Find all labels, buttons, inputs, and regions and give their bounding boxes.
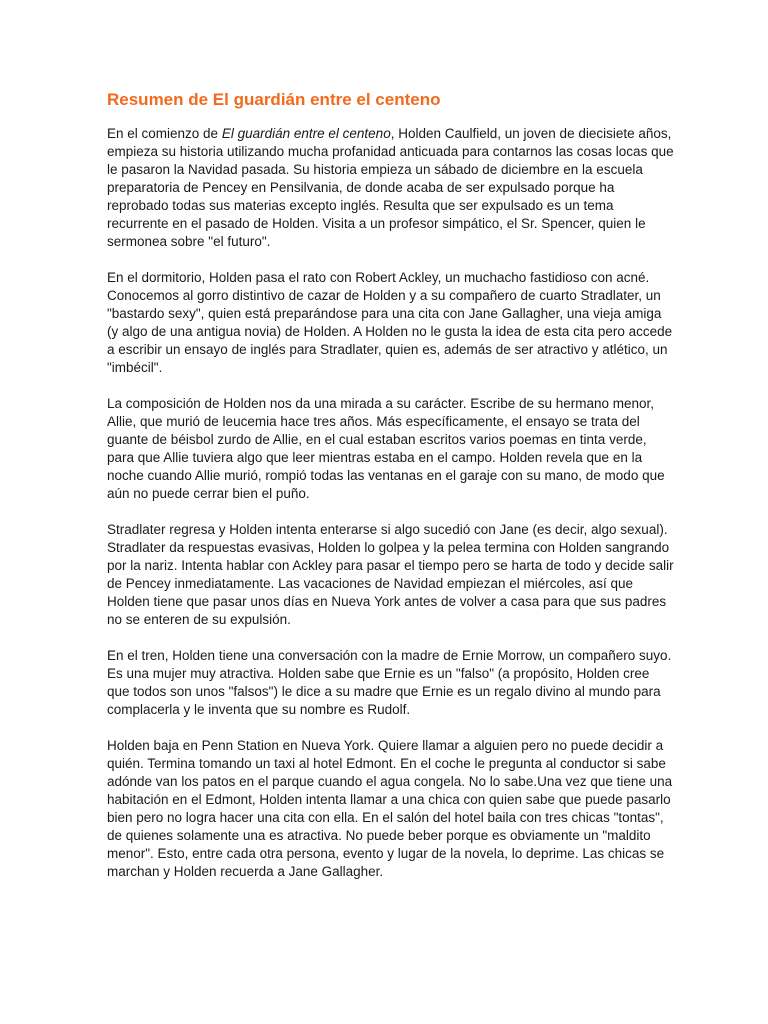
- text-run: En el comienzo de: [107, 126, 222, 141]
- text-line: reprobado todas sus materias excepto inglés. Resulta que ser expulsado es un tema: [107, 198, 614, 213]
- text-line: preparatoria de Pencey en Pensilvania, de donde acaba de ser expulsado porque ha: [107, 180, 615, 195]
- text-line: Stradlater regresa y Holden intenta enterarse si algo sucedió con Jane (es decir, algo sexual).: [107, 522, 668, 537]
- text-line: En el tren, Holden tiene una conversación con la madre de Ernie Morrow, un compañero suyo.: [107, 648, 672, 663]
- text-line: noche cuando Allie murió, rompió todas las ventanas en el garaje con su mano, de modo que: [107, 468, 665, 483]
- text-line: menor". Esto, entre cada otra persona, evento y lugar de la novela, lo deprime. Las chicas se: [107, 846, 665, 861]
- document-body: [107, 125, 674, 881]
- text-line: Holden tiene que pasar unos días en Nueva York antes de volver a casa para que sus padres: [107, 594, 667, 609]
- paragraph: [107, 269, 673, 377]
- text-line: aún no puede cerrar bien el puño.: [107, 486, 310, 501]
- text-line: por la nariz. Intenta hablar con Ackley para pasar el tiempo pero se harta de todo y decide salir: [107, 558, 674, 573]
- text-line: guante de béisbol zurdo de Allie, en el cual estaban escritos varios poemas en tinta verde,: [107, 432, 647, 447]
- text-line: no se enteren de su expulsión.: [107, 612, 291, 627]
- text-line: sermonea sobre "el futuro".: [107, 234, 271, 249]
- text-line: Stradlater da respuestas evasivas, Holden lo golpea y la pelea termina con Holden sangrando: [107, 540, 670, 555]
- book-title-italic: El guardián entre el centeno: [221, 126, 391, 141]
- text-line: de quienes solamente una es atractiva. No puede beber porque es obviamente un "maldito: [107, 828, 651, 843]
- text-line: complacerla y le inventa que su nombre es Rudolf.: [107, 702, 411, 717]
- paragraph: [107, 125, 674, 251]
- text-line: Conocemos al gorro distintivo de cazar de Holden y a su compañero de cuarto Stradlater, un: [107, 288, 661, 303]
- document-page: [107, 88, 674, 899]
- text-run: , Holden Caulfield, un joven de diecisiete años,: [390, 126, 672, 141]
- text-line: (y algo de una antigua novia) de Holden. A Holden no le gusta la idea de esta cita pero accede: [107, 324, 673, 339]
- paragraph: [107, 395, 663, 503]
- text-line: empieza su historia utilizando mucha profanidad anticuada para contarnos las cosas locas que: [107, 144, 674, 159]
- text-line: Holden baja en Penn Station en Nueva York. Quiere llamar a alguien pero no puede decidir a: [107, 738, 664, 753]
- text-line: bien pero no logra hacer una cita con ella. En el salón del hotel baila con tres chicas "tontas",: [107, 810, 664, 825]
- text-line: Allie, que murió de leucemia hace tres años. Más específicamente, el ensayo se trata del: [107, 414, 640, 429]
- text-line: recurrente en el pasado de Holden. Visita a un profesor simpático, el Sr. Spencer, quien le: [107, 216, 646, 231]
- text-line: habitación en el Edmont, Holden intenta llamar a una chica con quien sabe que puede pasarlo: [107, 792, 671, 807]
- paragraph: [107, 737, 673, 881]
- text-line: quién. Termina tomando un taxi al hotel Edmont. En el coche le pregunta al conductor si sabe: [107, 756, 666, 771]
- paragraph: [107, 521, 674, 629]
- text-line: Es una mujer muy atractiva. Holden sabe que Ernie es un "falso" (a propósito, Holden cree: [107, 666, 650, 681]
- text-line: adónde van los patos en el parque cuando el agua congela. No lo sabe.Una vez que tiene una: [107, 774, 673, 789]
- text-line: para que Allie tuviera algo que leer mientras estaba en el campo. Holden revela que en la: [107, 450, 643, 465]
- text-line: La composición de Holden nos da una mirada a su carácter. Escribe de su hermano menor,: [107, 396, 655, 411]
- text-line: marchan y Holden recuerda a Jane Gallagher.: [107, 864, 384, 879]
- text-line: En el dormitorio, Holden pasa el rato con Robert Ackley, un muchacho fastidioso con acné.: [107, 270, 650, 285]
- text-line: a escribir un ensayo de inglés para Stradlater, quien es, además de ser atractivo y atlético, un: [107, 342, 668, 357]
- text-line: de Pencey inmediatamente. Las vacaciones de Navidad empiezan el miércoles, así que: [107, 576, 634, 591]
- text-line: "bastardo sexy", quien está preparándose para una cita con Jane Gallagher, una vieja amiga: [107, 306, 662, 321]
- text-line: le pasaron la Navidad pasada. Su historia empieza un sábado de diciembre en la escuela: [107, 162, 643, 177]
- text-line: que todos son unos "falsos") le dice a su madre que Ernie es un regalo divino al mundo para: [107, 684, 661, 699]
- text-line: [107, 125, 672, 143]
- text-line: "imbécil".: [107, 360, 163, 375]
- document-title: Resumen de El guardián entre el centeno: [107, 90, 441, 109]
- paragraph: [107, 647, 672, 719]
